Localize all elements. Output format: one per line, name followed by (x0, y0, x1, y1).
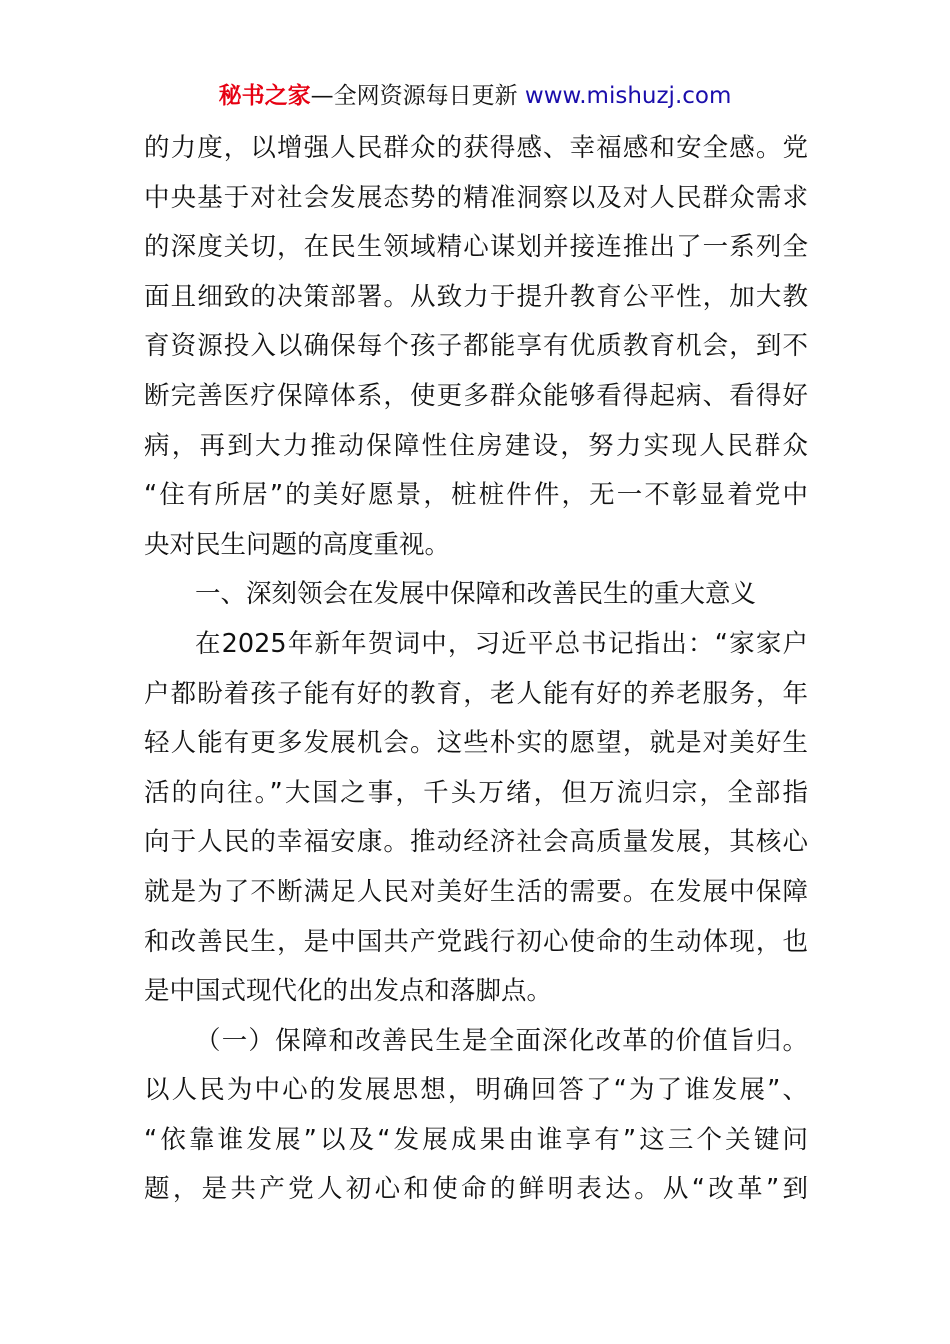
text-line: 断完善医疗保障体系，使更多群众能够看得起病、看得好 (144, 380, 808, 411)
header-tagline: —全网资源每日更新 (310, 83, 518, 109)
text-line: 一、深刻领会在发展中保障和改善民生的重大意义 (195, 579, 757, 610)
text-line: 就是为了不断满足人民对美好生活的需要。在发展中保障 (144, 876, 808, 907)
page-header (0, 80, 950, 112)
text-line: 在2025年新年贺词中，习近平总书记指出：“家家户 (195, 628, 808, 659)
text-line: 育资源投入以确保每个孩子都能享有优质教育机会，到不 (144, 331, 808, 362)
text-line: 轻人能有更多发展机会。这些朴实的愿望，就是对美好生 (144, 728, 808, 759)
brand-name: 秘书之家 (218, 83, 311, 109)
text-line: 向于人民的幸福安康。推动经济社会高质量发展，其核心 (144, 827, 808, 858)
text-line: “住有所居”的美好愿景，桩桩件件，无一不彰显着党中 (144, 480, 808, 511)
text-line: 面且细致的决策部署。从致力于提升教育公平性，加大教 (144, 281, 808, 312)
document-body (144, 124, 808, 1215)
site-url-link[interactable]: www.mishuzj.com (524, 83, 732, 109)
text-line: （一）保障和改善民生是全面深化改革的价值旨归。 (195, 1025, 808, 1056)
text-line: 的力度，以增强人民群众的获得感、幸福感和安全感。党 (144, 133, 808, 163)
text-line: 中央基于对社会发展态势的精准洞察以及对人民群众需求 (144, 182, 808, 213)
text-line: 和改善民生，是中国共产党践行初心使命的生动体现，也 (144, 926, 808, 957)
text-line: “依靠谁发展”以及“发展成果由谁享有”这三个关键问 (144, 1124, 808, 1155)
text-line: 题，是共产党人初心和使命的鲜明表达。从“改革”到 (144, 1174, 808, 1205)
text-line: 的深度关切，在民生领域精心谋划并接连推出了一系列全 (144, 232, 808, 263)
text-line: 央对民生问题的高度重视。 (144, 529, 451, 560)
text-line: 是中国式现代化的出发点和落脚点。 (144, 976, 553, 1007)
text-line: 活的向往。”大国之事，千头万绪，但万流归宗，全部指 (144, 777, 808, 808)
text-line: 病，再到大力推动保障性住房建设，努力实现人民群众 (144, 430, 808, 461)
text-line: 以人民为中心的发展思想，明确回答了“为了谁发展”、 (144, 1075, 808, 1106)
text-line: 户都盼着孩子能有好的教育，老人能有好的养老服务，年 (144, 678, 808, 709)
